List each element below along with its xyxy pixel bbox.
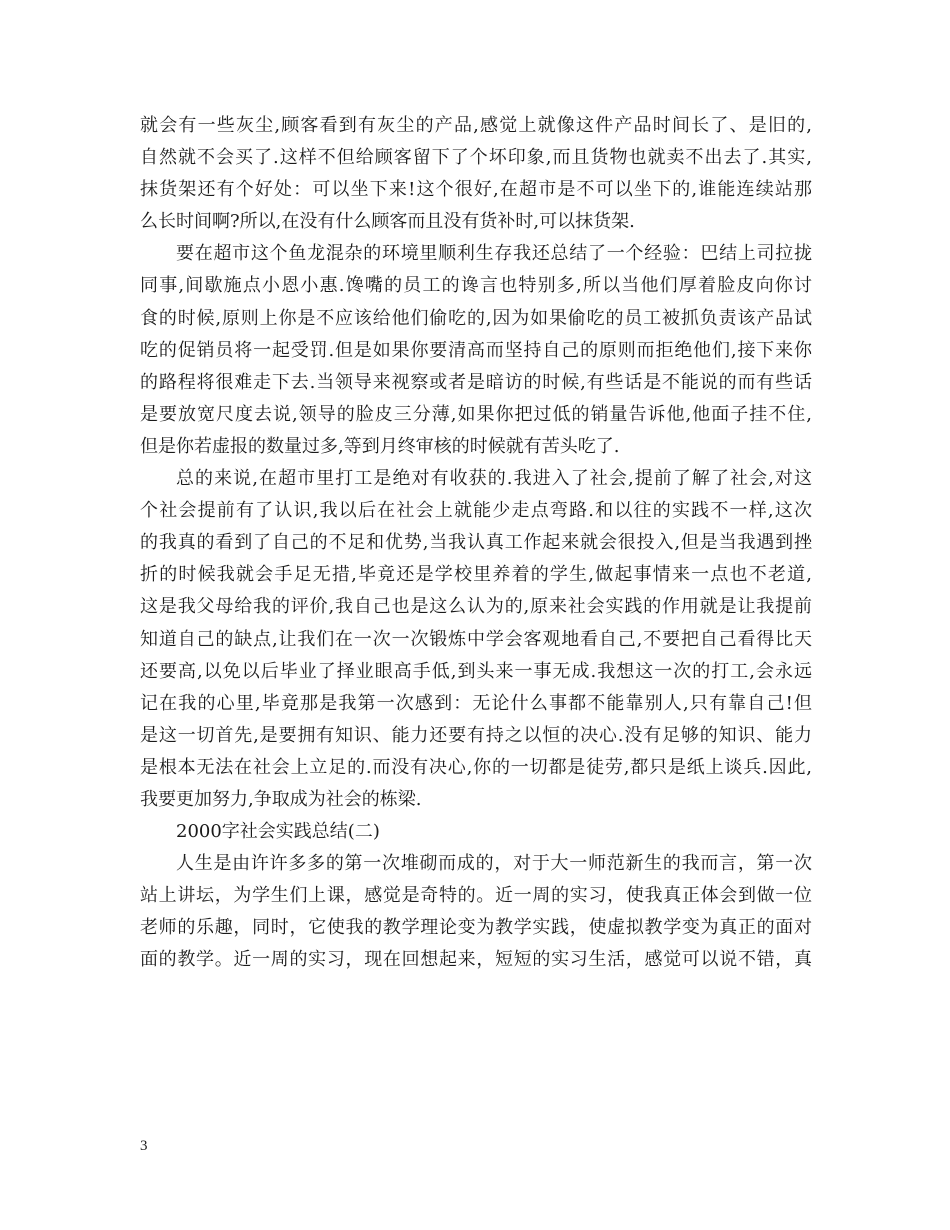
text-line: 是这一切首先,是要拥有知识、能力还要有持之以恒的决心.没有足够的知识、能力 xyxy=(140,724,812,746)
text-line: 是根本无法在社会上立足的.而没有决心,你的一切都是徒劳,都只是纸上谈兵.因此, xyxy=(140,756,812,778)
text-line: 人生是由许许多多的第一次堆砌而成的，对于大一师范新生的我而言，第一次 xyxy=(176,853,812,875)
text-line: 折的时候我就会手足无措,毕竟还是学校里养着的学生,做起事情来一点也不老道, xyxy=(140,564,812,586)
text-line: 还要高,以免以后毕业了择业眼高手低,到头来一事无成.我想这一次的打工,会永远 xyxy=(140,660,812,682)
text-line: 的路程将很难走下去.当领导来视察或者是暗访的时候,有些话是不能说的而有些话 xyxy=(140,371,812,393)
text-line: 同事,间歇施点小恩小惠.馋嘴的员工的谗言也特别多,所以当他们厚着脸皮向你讨 xyxy=(140,275,812,297)
text-line: 面的教学。近一周的实习，现在回想起来，短短的实习生活，感觉可以说不错，真 xyxy=(140,949,812,971)
text-line: 的我真的看到了自己的不足和优势,当我认真工作起来就会很投入,但是当我遇到挫 xyxy=(140,532,812,554)
text-line: 就会有一些灰尘,顾客看到有灰尘的产品,感觉上就像这件产品时间长了、是旧的, xyxy=(140,115,812,136)
text-line: 么长时间啊?所以,在没有什么顾客而且没有货补时,可以抹货架. xyxy=(140,211,635,233)
text-line: 记在我的心里,毕竟那是我第一次感到：无论什么事都不能靠别人,只有靠自己!但 xyxy=(140,692,812,714)
text-line: 要在超市这个鱼龙混杂的环境里顺利生存我还总结了一个经验：巴结上司拉拢 xyxy=(176,243,812,265)
text-line: 老师的乐趣，同时，它使我的教学理论变为教学实践，使虚拟教学变为真正的面对 xyxy=(140,917,812,939)
text-line: 我要更加努力,争取成为社会的栋梁. xyxy=(140,788,422,810)
text-line: 但是你若虚报的数量过多,等到月终审核的时候就有苦头吃了. xyxy=(140,435,620,457)
text-line: 抹货架还有个好处：可以坐下来!这个很好,在超市是不可以坐下的,谁能连续站那 xyxy=(140,179,812,201)
text-line: 这是我父母给我的评价,我自己也是这么认为的,原来社会实践的作用就是让我提前 xyxy=(140,596,812,618)
text-line: 自然就不会买了.这样不但给顾客留下了个坏印象,而且货物也就卖不出去了.其实, xyxy=(140,147,812,169)
section-heading: 2000字社会实践总结(二) xyxy=(176,821,380,843)
body-text xyxy=(140,110,812,977)
text-line: 食的时候,原则上你是不应该给他们偷吃的,因为如果偷吃的员工被抓负责该产品试 xyxy=(140,307,812,329)
page-number: 3 xyxy=(140,1138,148,1154)
text-line: 知道自己的缺点,让我们在一次一次锻炼中学会客观地看自己,不要把自己看得比天 xyxy=(140,628,812,650)
text-line: 是要放宽尺度去说,领导的脸皮三分薄,如果你把过低的销量告诉他,他面子挂不住, xyxy=(140,403,812,425)
text-line: 吃的促销员将一起受罚.但是如果你要清高而坚持自己的原则而拒绝他们,接下来你 xyxy=(140,339,812,361)
text-line: 个社会提前有了认识,我以后在社会上就能少走点弯路.和以往的实践不一样,这次 xyxy=(140,500,812,522)
text-line: 站上讲坛，为学生们上课，感觉是奇特的。近一周的实习，使我真正体会到做一位 xyxy=(140,885,812,907)
text-line: 总的来说,在超市里打工是绝对有收获的.我进入了社会,提前了解了社会,对这 xyxy=(176,468,812,490)
